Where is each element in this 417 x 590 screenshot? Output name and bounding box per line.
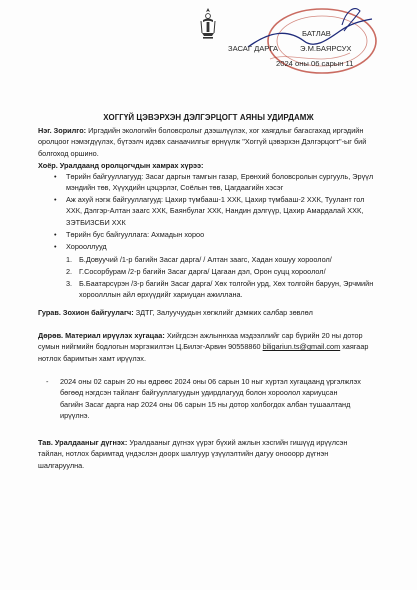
judging-text-1: Уралдааныг дүгнэх үүрэг бүхий ажлын хэсгийн гишүүд ирүүлсэн [129, 438, 348, 447]
judging-label: Тав. Уралдааныг дүгнэх: [38, 438, 128, 447]
goal-text-1: Иргэдийн экологийн боловсролыг дээшлүүлэх, хог хаягдлыг багасгахад иргэдийн [88, 126, 364, 135]
district-1-number: 1. [66, 255, 73, 264]
participant-item-4 [54, 241, 384, 252]
participant-1-line-2: мэндийн төв, Хүүхдийн цэцэрлэг, Соёлын төв, Цагдаагийн хэсэг [66, 183, 284, 193]
goal-section [38, 125, 384, 159]
district-2-text: Г.Сосорбурам /2-р багийн Засаг дарга/ Цагаан дэл, Орон суцц хороолол/ [79, 267, 326, 276]
bullet-icon: • [54, 242, 57, 251]
organizer-text: ЗДТГ, Залуучуудын хөгжлийг дэмжих салбар зөвлөл [135, 308, 313, 317]
judging-text-2: тайлан, нотлох баримтад үндэслэн доорх шалгуур үзүүлэлтийн дагуу онооорр дүгнэн [38, 449, 329, 459]
district-3-line-2: хороолллын айл өрхүүдийг хариуцан ажиллана. [79, 290, 243, 300]
judging-section [38, 437, 384, 471]
participants-heading: Хоёр. Уралдаанд оролцогчдын хамрах хүрээ: [38, 161, 204, 170]
district-item-1 [66, 254, 384, 265]
materials-line-1 [38, 330, 384, 341]
approval-position: ЗАСАГ ДАРГА [228, 44, 279, 53]
judging-line-1 [38, 437, 384, 448]
contact-email-link[interactable]: biligariun.ts@gmail.com [262, 342, 341, 352]
district-2-number: 2. [66, 267, 73, 276]
participant-1-line-1: Төрийн байгууллагууд: Засаг даргын тамгын газар, Ерөнхий боловсролын сургууль, Эрүүл [66, 172, 374, 181]
materials-text-2b: хаягаар [342, 342, 369, 352]
organizer-section [38, 307, 384, 318]
document-title: ХОГГҮЙ ЦЭВЭРХЭН ДЭЛГЭРЦОГТ АЯНЫ УДИРДАМЖ [103, 113, 314, 122]
participant-item-3 [54, 229, 384, 240]
materials-section [38, 330, 384, 364]
participant-2-line-3: ЗЭТБИЗСБИ ХХК [66, 217, 126, 227]
goal-line-1 [38, 125, 384, 136]
goal-text-2: оролцоог нэмэгдүүлэх, бүтээлч идэвх санаачилгыг өрнүүлж "Хоггүй цэвэрхэн Дэлгэрцогт"-ыг бий [38, 137, 367, 147]
state-emblem-icon [197, 6, 219, 40]
participant-item-1 [54, 171, 384, 194]
timeline-line-2: бөгөөд нэгдсэн тайланг байгууллагуудын удирдлагууд болон хороолол хариуцсан [60, 388, 338, 398]
district-3-line-1: Б.Баатарсүрэн /3-р багийн Засаг дарга/ Хөх толгойн урд, Хөх толгойн баруун, Эрчмийн [79, 279, 374, 288]
approval-title: БАТЛАВ [302, 29, 331, 38]
materials-label: Дөрөв. Материал ирүүлэх хугацаа: [38, 331, 165, 340]
materials-text-1: Хийгдсэн ажлыннхаа мэдээллийг сар бүрийн 20 ны дотор [166, 331, 363, 340]
judging-text-3: шалгаруулна. [38, 460, 85, 470]
bullet-icon: • [54, 230, 57, 239]
participant-2-line-2: ХХК, Дэлгэр-Алтан заагс ХХК, Баянбулаг ХХК, Нандин дэлгүүр, Цахир Амардалай ХХК, [66, 206, 364, 216]
district-item-2 [66, 266, 384, 277]
participant-item-2 [54, 194, 384, 228]
bullet-icon: • [54, 172, 57, 181]
participant-3-text: Төрийн бус байгууллага: Ахмадын хороо [66, 230, 205, 239]
participant-4-text: Хорооллууд [66, 242, 107, 251]
timeline-line-1: 2024 оны 02 сарын 20 ны өдрөөс 2024 оны 06 сарын 10 ныг хүртэл хугацаанд үргэлжлэх [60, 377, 361, 386]
materials-line-2 [38, 341, 384, 352]
materials-text-2a: сумын нийгмийн бодлогын мэргэжилтэн Ц.Билэг-Арвин 90558860 [38, 342, 261, 352]
approval-signature-line [228, 44, 352, 53]
materials-text-3: нотлох баримтын хамт ирүүлэх. [38, 353, 146, 363]
timeline-item [46, 376, 384, 422]
district-item-3 [66, 278, 384, 301]
participant-2-line-1: Аж ахуй нэгж байгууллагууд: Цахир түмбааш-1 ХХК, Цахир түмбааш-2 ХХК, Туулант гол [66, 195, 365, 204]
approval-name: Э.М.БАЯРСУХ [300, 44, 352, 53]
district-1-text: Б.Довуучий /1-р багийн Засаг дарга/ / Алтан заагс, Хадан хошуу хороолол/ [79, 255, 332, 264]
timeline-line-4: ирүүлнэ. [60, 411, 90, 421]
bullet-icon: • [54, 195, 57, 204]
timeline-line-3: багийн Засаг дарга нар 2024 оны 06 сарын 15 ны дотор холбогдох албан тушаалтанд [60, 399, 351, 409]
district-3-number: 3. [66, 279, 73, 288]
approval-date: 2024 оны 06 сарын 11 [276, 59, 354, 68]
goal-text-3: болгоход оршино. [38, 148, 99, 158]
organizer-label: Гурав. Зохион байгуулагч: [38, 308, 134, 317]
goal-label: Нэг. Зорилго: [38, 126, 87, 135]
timeline-dash: - [46, 377, 49, 386]
